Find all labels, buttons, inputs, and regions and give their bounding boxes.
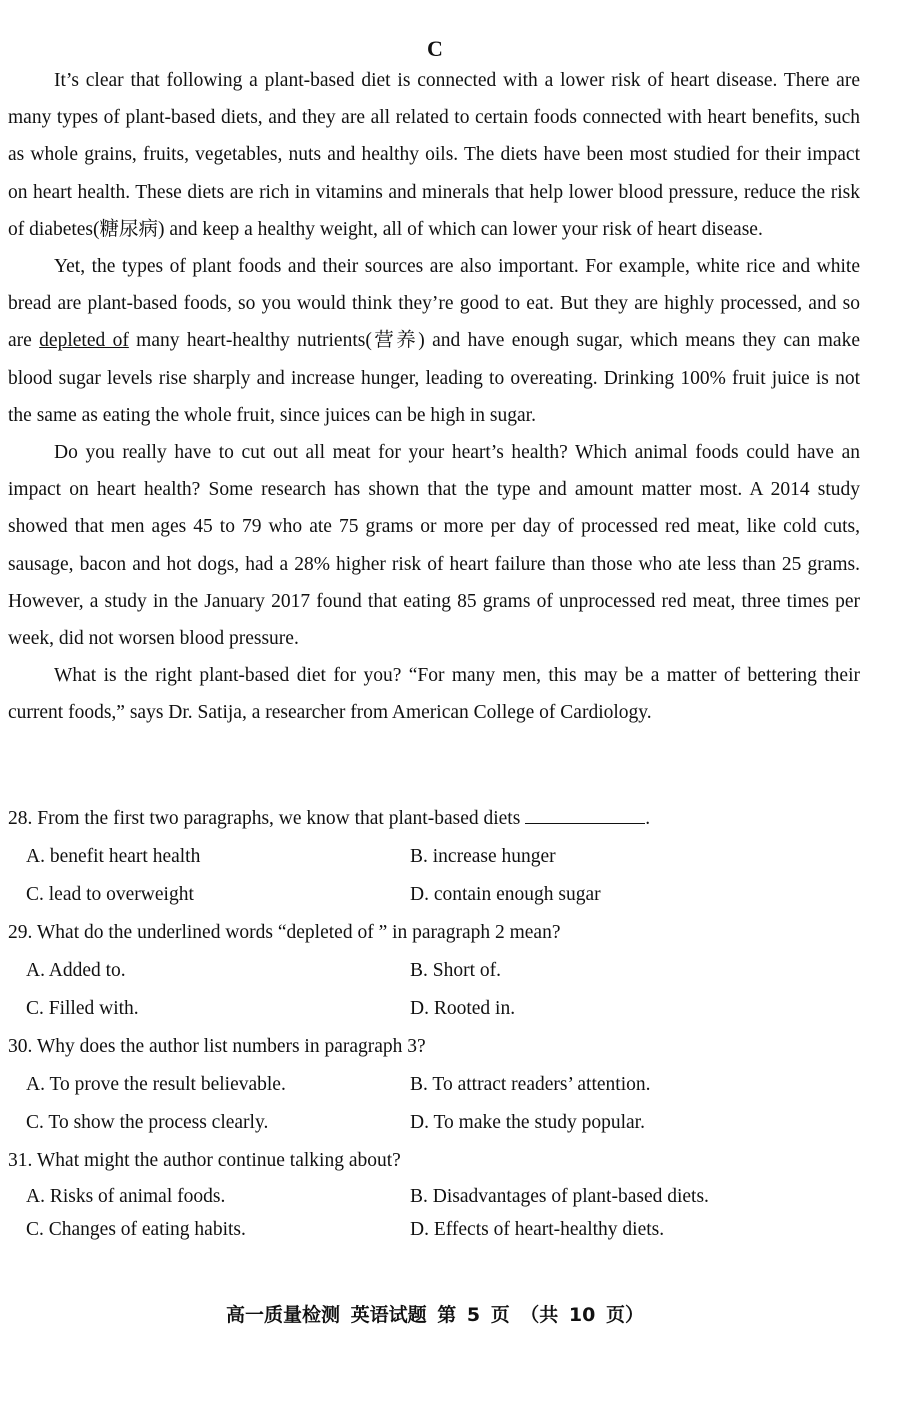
- section-title: C: [427, 36, 443, 61]
- passage-paragraph-4: What is the right plant-based diet for you? “For many men, this may be a matter of bettering their current foods,” says Dr. Satija, a researcher from American College of Cardiology.: [8, 665, 860, 724]
- option-d[interactable]: D. Rooted in.: [410, 998, 516, 1019]
- question-29: [8, 914, 868, 1028]
- option-row: [8, 990, 868, 1028]
- reading-passage: [8, 62, 860, 732]
- option-row: [8, 1066, 868, 1104]
- option-b[interactable]: B. Disadvantages of plant-based diets.: [410, 1186, 709, 1207]
- question-stem: 30. Why does the author list numbers in paragraph 3?: [8, 1036, 426, 1057]
- question-stem: [8, 800, 868, 838]
- option-row: [8, 952, 868, 990]
- questions-section: [8, 800, 868, 1246]
- paragraph-2-text-after: many heart-healthy nutrients(营养) and have enough sugar, which means they can make blood sugar levels rise sharply and increase hunger, leading to overeating. Drinking 100% fruit juice is not the same as eating the whole fruit, since juices can be high in sugar.: [8, 330, 860, 426]
- option-b[interactable]: B. Short of.: [410, 960, 502, 981]
- passage-paragraph-3: Do you really have to cut out all meat for your heart’s health? Which animal foods could have an impact on heart health? Some research has shown that the type and amount matter most. A 2014 study showed that men ages 45 to 79 who ate 75 grams or more per day of processed red meat, like cold cuts, sausage, bacon and hot dogs, had a 28% higher risk of heart failure than those who ate less than 25 grams. However, a study in the January 2017 found that eating 85 grams of unprocessed red meat, three times per week, did not worsen blood pressure.: [8, 442, 860, 650]
- option-c[interactable]: C. Changes of eating habits.: [26, 1219, 246, 1240]
- option-a[interactable]: A. Added to.: [26, 960, 126, 981]
- underlined-phrase: depleted of: [39, 330, 129, 352]
- option-row: [8, 1180, 868, 1213]
- question-30: [8, 1028, 868, 1142]
- option-b[interactable]: B. To attract readers’ attention.: [410, 1074, 651, 1095]
- option-d[interactable]: D. contain enough sugar: [410, 884, 601, 905]
- option-c[interactable]: C. lead to overweight: [26, 884, 194, 905]
- page-footer: 高一质量检测 英语试题 第 5 页 （共 10 页）: [226, 1304, 644, 1326]
- question-28-text: 28. From the first two paragraphs, we know that plant-based diets: [8, 808, 521, 829]
- passage-paragraph-2: [8, 248, 860, 434]
- option-d[interactable]: D. Effects of heart-healthy diets.: [410, 1219, 665, 1240]
- option-a[interactable]: A. Risks of animal foods.: [26, 1186, 226, 1207]
- question-28-period: .: [645, 808, 651, 829]
- passage-paragraph-1: It’s clear that following a plant-based diet is connected with a lower risk of heart disease. There are many types of plant-based diets, and they are all related to certain foods connected with heart benefits, such as whole grains, fruits, vegetables, nuts and healthy oils. The diets have been most studied for their impact on heart health. These diets are rich in vitamins and minerals that help lower blood pressure, reduce the risk of diabetes(糖尿病) and keep a healthy weight, all of which can lower your risk of heart disease.: [8, 70, 860, 240]
- option-row: [8, 1213, 868, 1246]
- question-stem: 29. What do the underlined words “depleted of ” in paragraph 2 mean?: [8, 922, 561, 943]
- option-row: [8, 876, 868, 914]
- answer-blank: [525, 805, 645, 824]
- question-stem: 31. What might the author continue talking about?: [8, 1150, 401, 1171]
- question-31: [8, 1142, 868, 1246]
- option-b[interactable]: B. increase hunger: [410, 846, 556, 867]
- paragraph-2-text-before: Yet, the types of plant foods and their sources are also important. For example, white rice and white bread are plant-based foods, so you would think they’re good to eat. But they are highly processed, and so are: [8, 256, 860, 352]
- option-d[interactable]: D. To make the study popular.: [410, 1112, 645, 1133]
- option-row: [8, 838, 868, 876]
- question-28: [8, 800, 868, 914]
- option-c[interactable]: C. Filled with.: [26, 998, 139, 1019]
- option-row: [8, 1104, 868, 1142]
- option-a[interactable]: A. benefit heart health: [26, 846, 201, 867]
- option-a[interactable]: A. To prove the result believable.: [26, 1074, 286, 1095]
- option-c[interactable]: C. To show the process clearly.: [26, 1112, 269, 1133]
